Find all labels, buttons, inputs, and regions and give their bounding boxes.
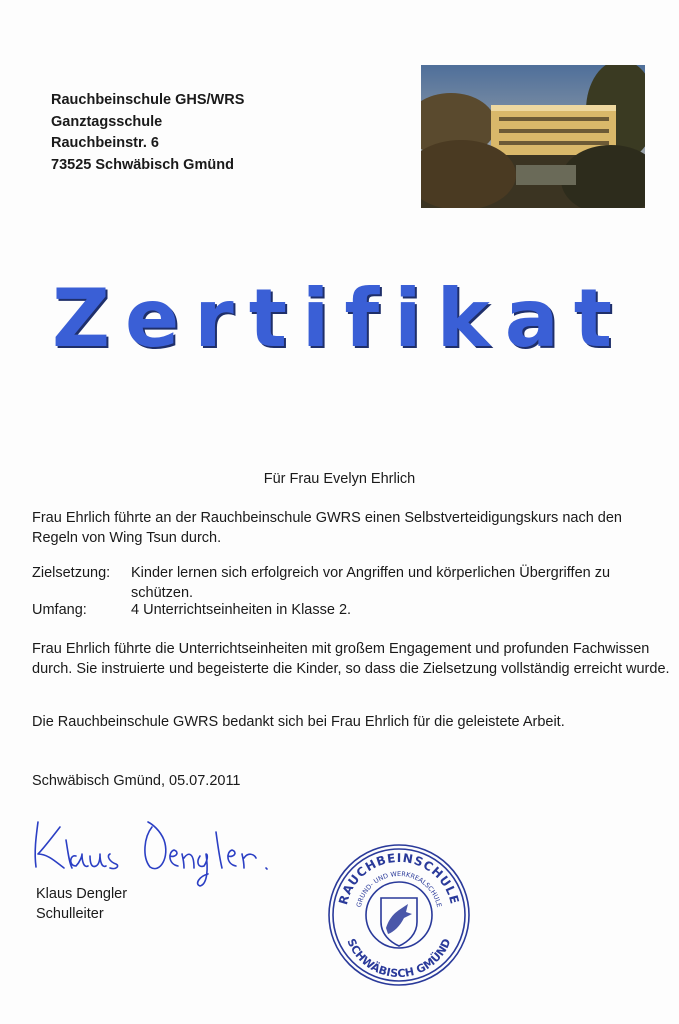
svg-text:RAUCHBEINSCHULE: RAUCHBEINSCHULE: [336, 850, 462, 907]
handwritten-signature: [30, 792, 280, 887]
thanks-paragraph: Die Rauchbeinschule GWRS bedankt sich bei Frau Ehrlich für die geleistete Arbeit.: [32, 714, 565, 730]
school-address: [51, 90, 244, 176]
school-seal-stamp: [326, 842, 472, 988]
scope-label: Umfang:: [32, 602, 87, 618]
svg-text:GRUND- UND WERKREALSCHULE: GRUND- UND WERKREALSCHULE: [354, 869, 444, 909]
signatory-block: [36, 884, 127, 924]
signatory-role: Schulleiter: [36, 906, 104, 922]
goal-value: Kinder lernen sich erfolgreich vor Angriffen und körperlichen Übergriffen zu schützen.: [131, 565, 611, 601]
svg-text:SCHWÄBISCH GMÜND: SCHWÄBISCH GMÜND: [344, 936, 454, 981]
school-building-photo: [421, 65, 645, 208]
scope-value: 4 Unterrichtseinheiten in Klasse 2.: [131, 602, 352, 618]
signatory-name: Klaus Dengler: [36, 886, 128, 902]
school-city: 73525 Schwäbisch Gmünd: [51, 156, 234, 173]
intro-paragraph: Frau Ehrlich führte an der Rauchbeinschule GWRS einen Selbstverteidigungskurs nach den Regeln von Wing Tsun durch.: [32, 510, 622, 546]
place-date: Schwäbisch Gmünd, 05.07.2011: [32, 773, 241, 789]
school-name: Rauchbeinschule GHS/WRS: [51, 92, 245, 108]
goal-label: Zielsetzung:: [32, 565, 111, 581]
school-street: Rauchbeinstr. 6: [51, 135, 159, 151]
school-type: Ganztagsschule: [51, 113, 163, 130]
recipient-line: Für Frau Evelyn Ehrlich: [263, 471, 416, 487]
assessment-paragraph: Frau Ehrlich führte die Unterrichtseinheiten mit großem Engagement und profunden Fachwissen durch. Sie instruierte und begeisterte die Kinder, so dass die Zielsetzung vollständig erreicht wurde.: [32, 641, 670, 677]
certificate-title: Zertifikat: [51, 272, 628, 365]
